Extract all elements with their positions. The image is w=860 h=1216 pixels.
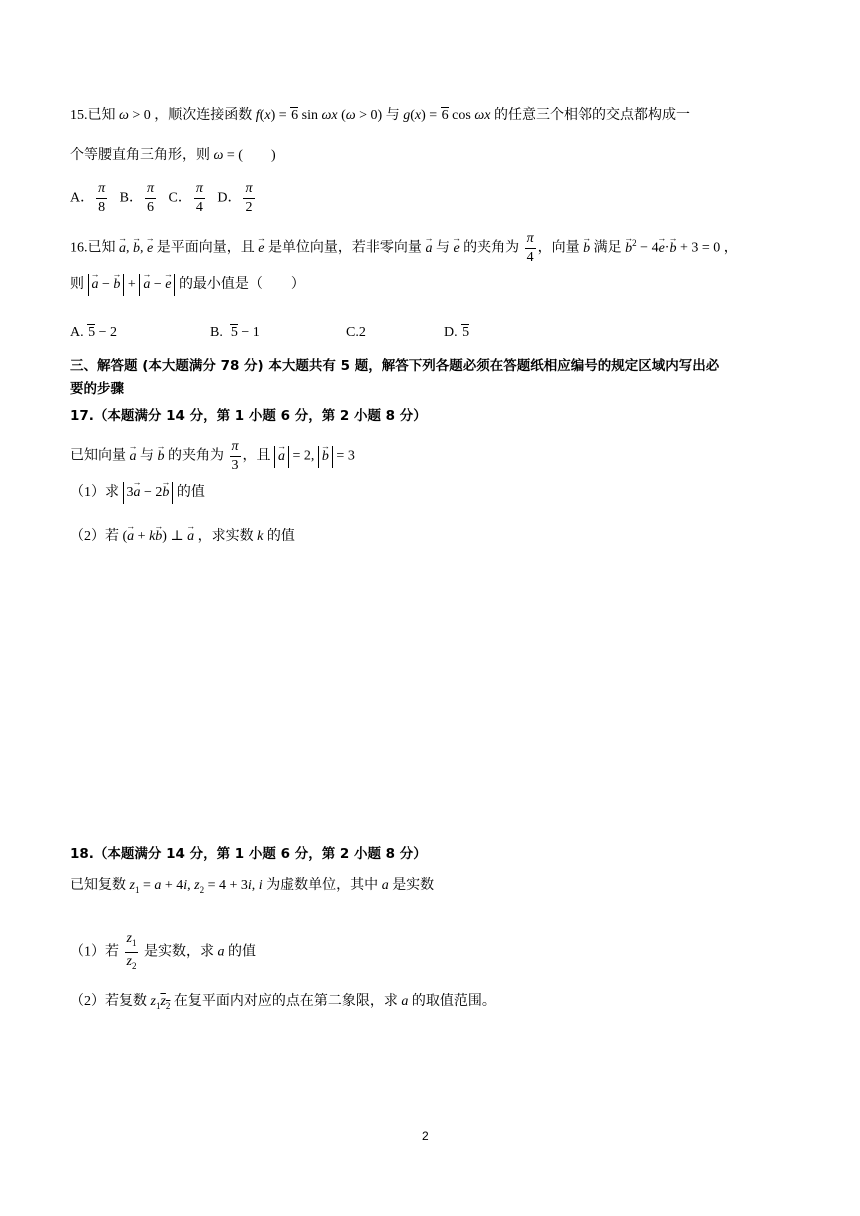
- q15-line2: 个等腰直角三角形，则 ω = ( ): [70, 148, 276, 163]
- q15-line1: 15.已知 ω > 0 ，顺次连接函数 f(x) = 6 sin ωx (ω > 0) 与 g(x) = 6 cos ωx 的任意三个相邻的交点都构成一: [70, 108, 690, 123]
- q18-part2: （2）若复数 $z_1z_2$ 在复平面内对应的点在第二象限，求 a 的取值范围。: [70, 994, 496, 1011]
- q17-stem: 已知向量 → a 与 → b 的夹角为 $\frac{\pi}{3}$ ，且 → a = 2, → b = 3: [70, 438, 355, 475]
- section3-heading-line2: 要的步骤: [70, 381, 124, 397]
- q18-part1: （1）若 $\frac{z_1}{z_2}$ 是实数，求 a 的值: [70, 930, 256, 975]
- page-number: 2: [422, 1129, 429, 1143]
- q18-header: 18.（本题满分 14 分，第 1 小题 6 分，第 2 小题 8 分）: [70, 846, 427, 862]
- q17-part1: （1）求 3→ a − 2→ b 的值: [70, 482, 205, 504]
- q17-header: 17.（本题满分 14 分，第 1 小题 6 分，第 2 小题 8 分）: [70, 408, 427, 424]
- q16-option-a: A. 5 − 2: [70, 325, 118, 340]
- q16-option-d: D. 5: [444, 325, 470, 340]
- section3-heading-line1: 三、解答题 (本大题满分 78 分) 本大题共有 5 题，解答下列各题必须在答题纸相应编号的规定区域内写出必: [70, 358, 720, 374]
- q16-option-c: C.2: [346, 325, 366, 340]
- q16-line2: 则 → a − → b + → a − → e 的最小值是（ ）: [70, 274, 305, 296]
- q17-part2: （2）若 (→ a + k→ b) ⊥ → a ，求实数 k 的值: [70, 527, 295, 547]
- q18-stem: 已知复数 $z_1 = a + 4i$, $z_2 = 4 + 3i$, i 为虚数单位，其中 a 是实数: [70, 878, 435, 895]
- q16-line1: 16.已知 → a, → b, → e 是平面向量，且 → e 是单位向量，若非零向量 → a 与 → e 的夹角为 $\frac{\pi}{4}$ ，向量 → b 满足 → $b^2 - 4\to e\cdot\to b + 3 = 0$ ，: [70, 230, 738, 267]
- q15-options: A． $\frac{\pi}{8}$ B． $\frac{\pi}{6}$ C． $\frac{\pi}{4}$ D． $\frac{\pi}{2}$: [70, 181, 253, 215]
- q16-option-b: B. 5 − 1: [210, 325, 260, 340]
